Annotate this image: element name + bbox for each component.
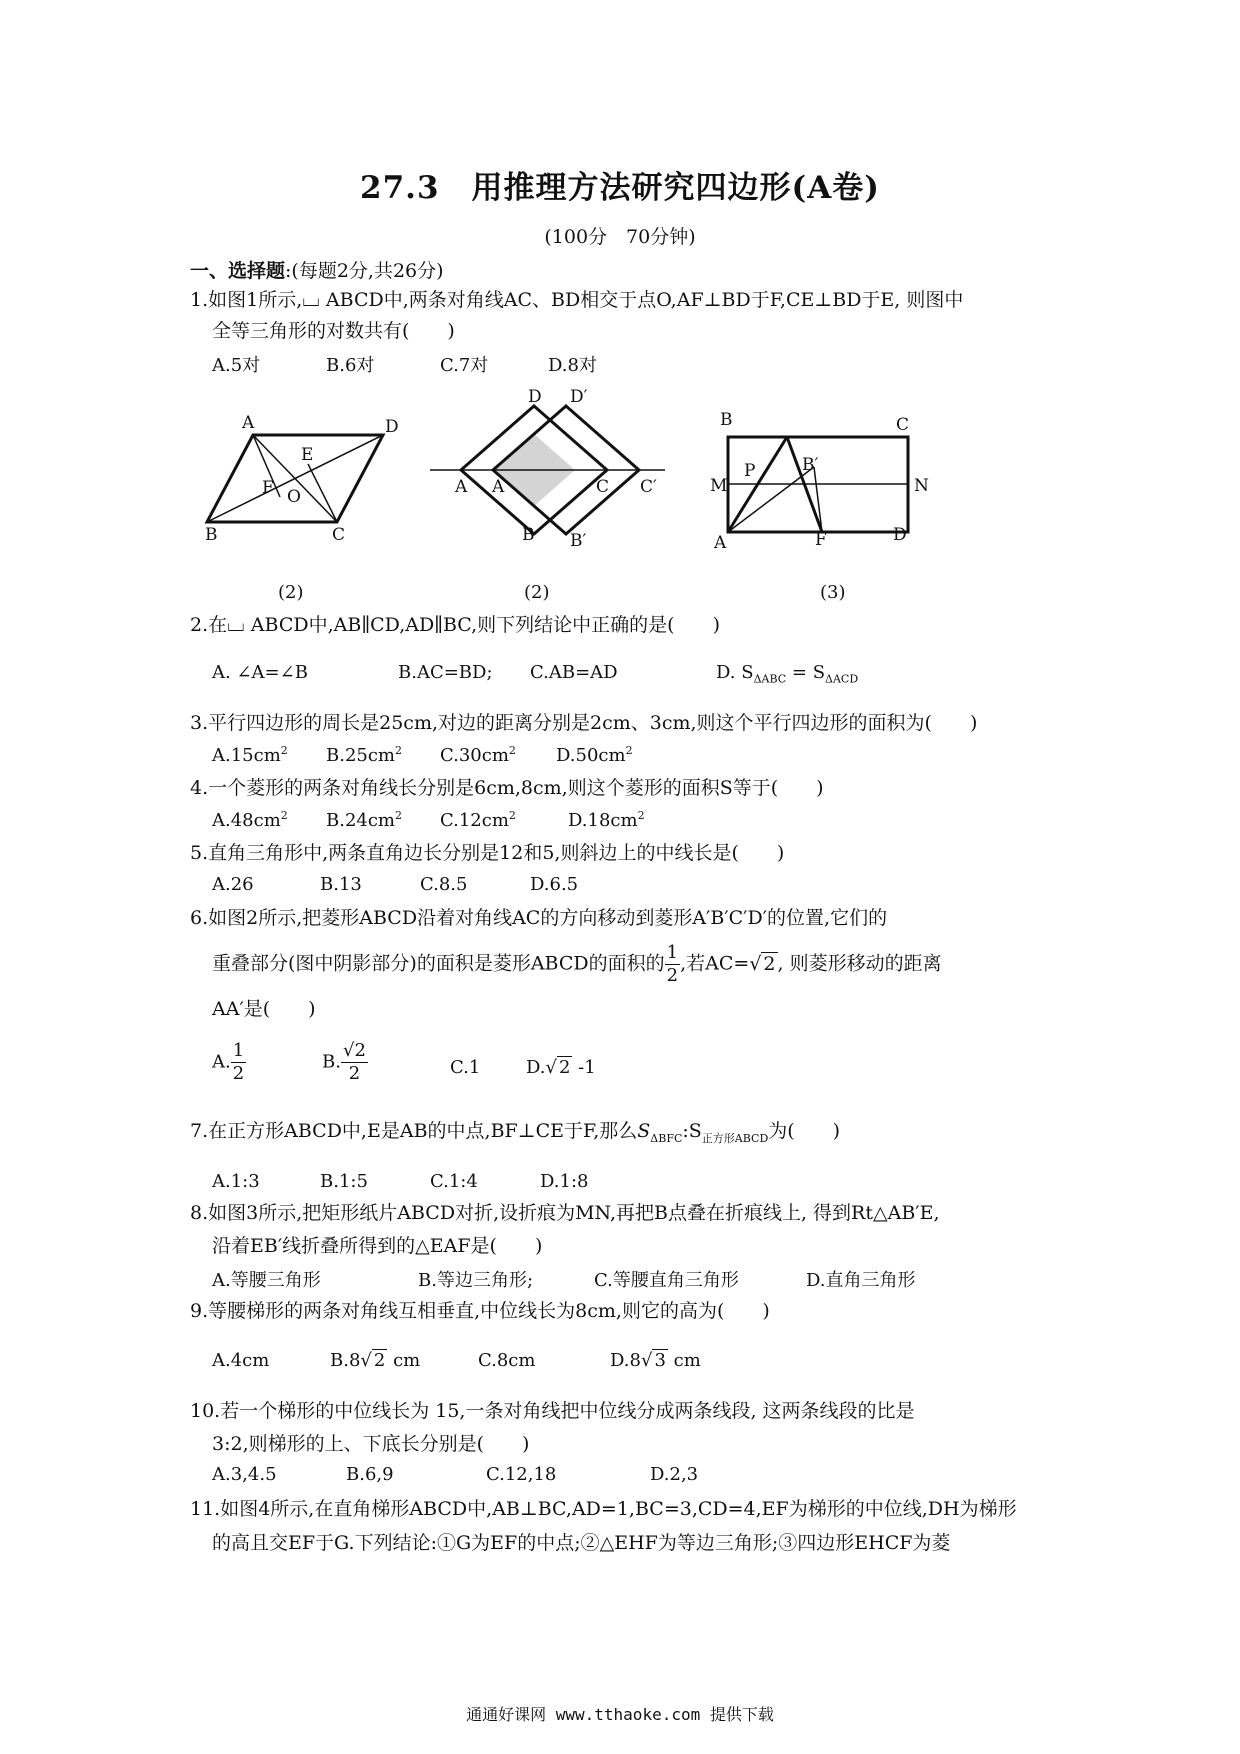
q2-d-sub-1: ΔABC [753,672,787,686]
q1-option-c: C.7对 [440,355,489,376]
q6-b-den: 2 [348,1063,361,1084]
q6-a-label: A. [212,1051,231,1073]
q6-frac-num: 1 [666,942,679,963]
q6-option-a [212,1040,246,1085]
fig3-label-b: B [720,410,733,430]
fig3-label-c: C [896,415,910,435]
q5-option-b: B.13 [320,874,362,895]
q3-a-text: A.15cm [212,745,281,766]
section-note: :(每题2分,共26分) [285,260,444,282]
question-10-line-2: 3:2,则梯形的上、下底长分别是( ) [212,1433,530,1455]
fig3-label-a: A [714,533,727,553]
question-6-line-2 [212,942,942,987]
q9-b-tail: cm [387,1350,421,1371]
q10-option-d: D.2,3 [650,1464,699,1485]
fig2-label-d: D [528,387,542,407]
question-8-line-1: 8.如图3所示,把矩形纸片ABCD对折,设折痕为MN,再把B点叠在折痕线上, 得到Rt△AB′E, [190,1202,940,1224]
q8-option-d: D.直角三角形 [806,1270,916,1291]
q3-d-text: D.50cm [556,745,626,766]
fig1-label-b: B [205,525,218,545]
page-footer: 通通好课网 www.tthaoke.com 提供下载 [466,1705,774,1724]
page-subtitle: (100分 70分钟) [544,226,696,248]
sqrt-icon: √ [749,952,762,975]
section-heading [190,256,444,283]
q7-s1: S [637,1120,651,1142]
q4-a-sup: 2 [280,809,288,822]
q4-option-a [212,809,288,831]
q6-d-label: D. [526,1057,546,1078]
question-7-line-1 [190,1118,840,1152]
q3-a-sup: 2 [280,744,288,757]
q5-option-c: C.8.5 [420,874,468,895]
q1-option-d: D.8对 [548,355,597,376]
q9-option-b [330,1350,420,1371]
figure-3-caption: (3) [820,582,846,603]
q1-text-a: 1.如图1所示, [190,289,303,311]
q6-text-d: , 则菱形移动的距离 [777,952,942,975]
sqrt-icon: √ [360,1350,372,1371]
q7-option-c: C.1:4 [430,1171,478,1192]
q6-option-b [322,1040,368,1085]
q6-d-radicand: 2 [559,1057,571,1078]
q8-option-b: B.等边三角形; [418,1270,534,1291]
q3-option-a [212,744,288,766]
q3-option-c [440,744,516,766]
q9-d-sqrt [641,1350,668,1371]
q6-text-a: 重叠部分(图中阴影部分)的面积是菱形ABCD的面积的 [212,952,665,975]
q3-c-sup: 2 [508,744,516,757]
q1-option-b: B.6对 [326,355,375,376]
fig3-label-n: N [914,476,929,496]
q4-c-sup: 2 [508,809,516,822]
q10-option-a: A.3,4.5 [212,1464,277,1485]
q4-c-text: C.12cm [440,810,509,831]
q5-option-d: D.6.5 [530,874,579,895]
section-number: 一、 [190,260,229,282]
figure-2-rhombus [430,387,670,551]
fig3-label-p: P [744,461,756,481]
q7-option-b: B.1:5 [320,1171,368,1192]
q6-text-b: ,若AC= [680,952,750,975]
q6-option-c: C.1 [450,1057,481,1078]
q7-mid: :S [682,1120,702,1142]
q2-option-d [716,662,858,686]
q7-s1-sub: ΔBFC [650,1131,683,1145]
question-3-line-1: 3.平行四边形的周长是25cm,对边的距离分别是2cm、3cm,则这个平行四边形的面积为( ) [190,712,978,734]
q6-a-num: 1 [232,1040,245,1061]
q3-option-d [556,744,633,766]
fig1-label-d: D [385,417,399,437]
q7-option-a: A.1:3 [212,1171,260,1192]
q9-b-sqrt [360,1350,387,1371]
q9-b-radicand: 2 [373,1350,386,1371]
q6-radicand: 2 [763,952,776,975]
question-10-line-1: 10.若一个梯形的中位线长为 15,一条对角线把中位线分成两条线段, 这两条线段的比是 [190,1400,915,1422]
q6-b-label: B. [322,1051,341,1073]
q2-option-a: A. ∠A=∠B [212,662,308,683]
q5-option-a: A.26 [212,874,254,895]
q4-option-d [568,809,645,831]
parallelogram-icon: ⌴ [227,612,245,637]
q3-option-b [326,744,402,766]
figure-3-rectangle [710,410,940,553]
figure-2-caption: (2) [524,582,550,603]
q6-option-d [526,1057,596,1078]
fig3-label-b-prime: B′ [802,455,819,475]
q3-d-sup: 2 [625,744,633,757]
sqrt-icon: √ [640,1350,653,1371]
fig2-label-b-prime: B′ [570,531,587,551]
q4-a-text: A.48cm [212,810,281,831]
q6-b-num [341,1040,368,1063]
q10-option-b: B.6,9 [346,1464,394,1485]
fig2-label-a: A [455,477,468,497]
question-11-line-2: 的高且交EF于G.下列结论:①G为EF的中点;②△EHF为等边三角形;③四边形EHCF为菱 [212,1532,951,1554]
question-1-line-1 [190,287,963,313]
q7-option-d: D.1:8 [540,1171,589,1192]
q3-b-sup: 2 [395,744,403,757]
q4-option-c [440,809,516,831]
fig2-label-b: B [522,525,535,545]
fig1-label-o: O [287,487,301,507]
fig1-label-a: A [242,413,255,433]
question-2-line-1 [190,612,720,638]
q1-text-b: ABCD中,两条对角线AC、BD相交于点O,AF⊥BD于F,CE⊥BD于E, 则图中 [319,289,964,311]
fig3-label-m: M [710,476,728,496]
q4-d-sup: 2 [637,809,645,822]
fig2-label-c-prime: C′ [640,477,657,497]
q4-d-text: D.18cm [568,810,638,831]
q9-option-c: C.8cm [478,1350,536,1371]
q4-option-b [326,809,402,831]
question-5-line-1: 5.直角三角形中,两条直角边长分别是12和5,则斜边上的中线长是( ) [190,842,785,864]
q6-fraction [665,942,680,987]
section-label: 选择题 [228,260,286,282]
q6-b-radicand: 2 [354,1040,366,1061]
q9-b-label: B.8 [330,1350,361,1371]
q4-b-sup: 2 [395,809,403,822]
question-4-line-1: 4.一个菱形的两条对角线长分别是6cm,8cm,则这个菱形的面积S等于( ) [190,777,824,799]
q3-b-text: B.25cm [326,745,396,766]
fig1-label-c: C [332,525,346,545]
q1-option-a: A.5对 [212,355,261,376]
q6-sqrt [749,951,777,977]
parallelogram-icon: ⌴ [302,287,320,312]
q9-d-label: D.8 [610,1350,641,1371]
q7-s2-sub: 正方形ABCD [701,1131,769,1145]
fig1-label-e: E [301,445,314,465]
question-11-line-1: 11.如图4所示,在直角梯形ABCD中,AB⊥BC,AD=1,BC=3,CD=4,EF为梯形的中位线,DH为梯形 [190,1498,1017,1520]
q10-option-c: C.12,18 [486,1464,557,1485]
q6-d-sqrt [546,1057,573,1078]
q7-text-a: 7.在正方形ABCD中,E是AB的中点,BF⊥CE于F,那么 [190,1120,638,1142]
q9-d-tail: cm [667,1350,701,1371]
q9-d-radicand: 3 [654,1350,666,1371]
figure-1-parallelogram [180,410,400,545]
q6-b-fraction [341,1040,368,1085]
q2-option-b: B.AC=BD; [398,662,493,683]
question-8-line-2: 沿着EB′线折叠所得到的△EAF是( ) [212,1235,543,1257]
q6-a-fraction [231,1040,246,1085]
sqrt-icon: √ [342,1040,355,1061]
figure-1-caption: (2) [278,582,304,603]
q3-c-text: C.30cm [440,745,509,766]
q2-d-prefix: D. S [716,662,754,683]
q2-d-eq: = S [786,662,826,683]
question-1-line-2: 全等三角形的对数共有( ) [212,320,455,342]
fig2-label-d-prime: D′ [570,387,588,407]
fig3-label-d: D [893,525,907,545]
fig2-label-a2: A [492,477,505,497]
q9-option-a: A.4cm [212,1350,270,1371]
q2-option-c: C.AB=AD [530,662,618,683]
fig3-label-f: F [815,530,827,550]
question-9-line-1: 9.等腰梯形的两条对角线互相垂直,中位线长为8cm,则它的高为( ) [190,1300,770,1322]
q2-d-sub-2: ΔACD [825,672,859,686]
fig1-label-f: F [262,478,274,498]
q6-a-den: 2 [232,1063,245,1084]
sqrt-icon: √ [545,1057,557,1078]
q2-text-a: 2.在 [190,614,228,636]
page-title: 27.3 用推理方法研究四边形(A卷) [360,170,880,206]
fig2-label-c: C [596,477,610,497]
q7-text-b: 为( ) [768,1120,841,1142]
q2-text-b: ABCD中,AB∥CD,AD∥BC,则下列结论中正确的是( ) [244,614,721,636]
q9-option-d [610,1350,701,1371]
q8-option-a: A.等腰三角形 [212,1270,321,1291]
q6-frac-den: 2 [666,965,679,986]
q8-option-c: C.等腰直角三角形 [594,1270,739,1291]
q6-d-tail: -1 [572,1057,596,1078]
question-6-line-3: AA′是( ) [212,998,316,1020]
q4-b-text: B.24cm [326,810,396,831]
question-6-line-1: 6.如图2所示,把菱形ABCD沿着对角线AC的方向移动到菱形A′B′C′D′的位置,它们的 [190,907,888,929]
